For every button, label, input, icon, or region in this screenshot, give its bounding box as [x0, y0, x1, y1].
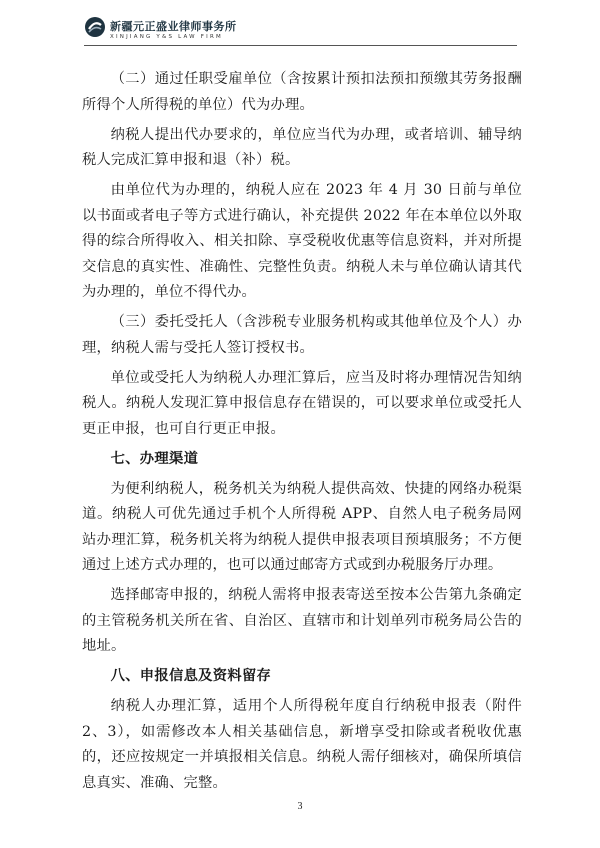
paragraph: （二）通过任职受雇单位（含按累计预扣法预扣预缴其劳务报酬所得个人所得税的单位）代为办理。: [82, 71, 522, 113]
paragraph: （三）委托受托人（含涉税专业服务机构或其他单位及个人）办理，纳税人需与受托人签订授权书。: [82, 314, 522, 356]
page-header: [84, 16, 524, 46]
firm-name-cn: 新疆元正盛业律师事务所: [110, 20, 237, 33]
paragraph: 纳税人提出代办要求的，单位应当代为办理，或者培训、辅导纳税人完成汇算申报和退（补）税。: [82, 126, 522, 168]
paragraph: 由单位代为办理的，纳税人应在 2023 年 4 月 30 日前与单位以书面或者电子等方式进行确认，补充提供 2022 年在本单位以外取得的综合所得收入、相关扣除、享受税收优惠等信息资料，并对所提交信息的真实性、准确性、完整性负责。纳税人未与单位确认请其代为办理的，单位不得代办。: [82, 182, 522, 300]
paragraph: 选择邮寄申报的，纳税人需将申报表寄送至按本公告第九条确定的主管税务机关所在省、自治区、直辖市和计划单列市税务局公告的地址。: [82, 587, 522, 654]
firm-logo-icon: [84, 16, 106, 38]
section-heading: 七、办理渠道: [110, 450, 199, 467]
paragraph: 为便利纳税人，税务机关为纳税人提供高效、快捷的网络办税渠道。纳税人可优先通过手机个人所得税 APP、自然人电子税务局网站办理汇算，税务机关将为纳税人提供申报表项目预填服务；不方便通过上述方式办理的，也可以通过邮寄方式或到办税服务厅办理。: [82, 480, 522, 573]
paragraph: 单位或受托人为纳税人办理汇算后，应当及时将办理情况告知纳税人。纳税人发现汇算申报信息存在错误的，可以要求单位或受托人更正申报，也可自行更正申报。: [82, 369, 522, 437]
section-heading: 八、申报信息及资料留存: [110, 668, 272, 684]
document-body: [82, 67, 522, 801]
page-number: 3: [297, 801, 303, 812]
firm-name-en: XINJIANG Y&S LAW FIRM: [110, 34, 223, 40]
header-divider: [84, 45, 517, 46]
paragraph: 纳税人办理汇算，适用个人所得税年度自行纳税申报表（附件 2、3），如需修改本人相关基础信息，新增享受扣除或者税收优惠的，还应按规定一并填报相关信息。纳税人需仔细核对，确保所填信息真实、准确、完整。: [82, 698, 522, 791]
